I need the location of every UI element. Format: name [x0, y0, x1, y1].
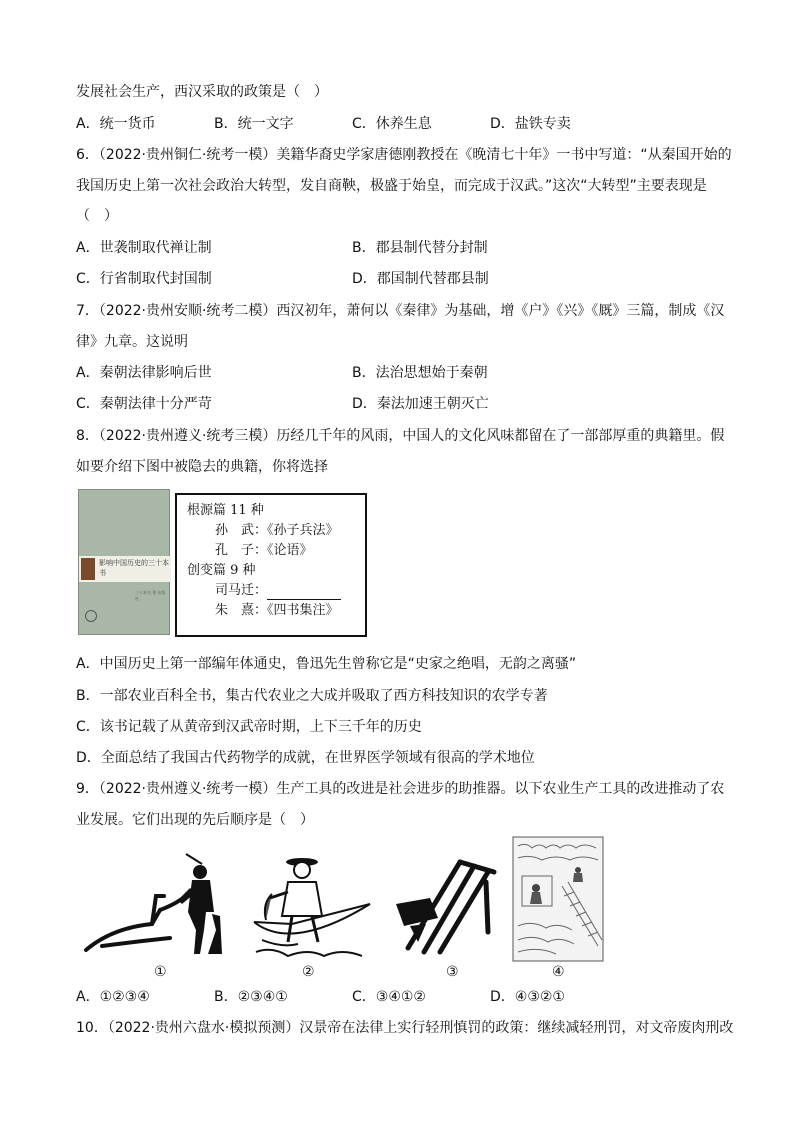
seed-drill-illustration — [390, 852, 500, 962]
q9-option-c: C．③④①② — [352, 989, 426, 1005]
publisher-logo — [85, 610, 97, 622]
figure-label-1: ① — [154, 964, 167, 980]
q8-option-d: D．全面总结了我国古代药物学的成就，在世界医学领域有很高的学术地位 — [76, 750, 535, 766]
figure-label-4: ④ — [552, 964, 565, 980]
q5-option-a: A．统一货币 — [76, 116, 156, 132]
hidden-book-blank — [267, 586, 341, 600]
q8-option-b: B．一部农业百科全书，集古代农业之大成并吸取了西方科技知识的农学专著 — [76, 688, 548, 704]
book-cover-image — [78, 489, 170, 635]
box-row-5-label: 司马迁： — [215, 583, 268, 598]
man-on-boat-illustration — [252, 852, 374, 964]
water-wheel-woodcut-illustration — [512, 836, 604, 962]
q9-line-2: 业发展。它们出现的先后顺序是（ ） — [76, 812, 314, 828]
q6-line-2: 我国历史上第一次社会政治大转型，发自商鞅，极盛于始皇，而完成于汉武。”这次“大转型”主要表现是 — [76, 178, 707, 194]
box-row-6: 朱 熹：《四书集注》 — [215, 603, 339, 618]
q6-option-d: D．郡国制代替郡县制 — [352, 271, 489, 287]
q7-line-2: 律》九章。这说明 — [76, 334, 188, 350]
q7-option-b: B．法治思想始于秦朝 — [352, 365, 488, 381]
q7-option-a: A．秦朝法律影响后世 — [76, 365, 212, 381]
box-row-1: 根源篇 11 种 — [187, 503, 264, 518]
figure-label-3: ③ — [446, 964, 459, 980]
plough-illustration — [82, 850, 242, 962]
q8-option-a: A．中国历史上第一部编年体通史，鲁迅先生曾称它是“史家之绝唱，无韵之离骚” — [76, 656, 577, 672]
box-row-4: 创变篇 9 种 — [187, 563, 256, 578]
q8-option-c: C．该书记载了从黄帝到汉武帝时期，上下三千年的历史 — [76, 719, 422, 735]
q9-option-d: D．④③②① — [490, 989, 565, 1005]
q5-option-d: D．盐铁专卖 — [490, 116, 571, 132]
q7-line-1: 7．（2022·贵州安顺·统考二模）西汉初年，萧何以《秦律》为基础，增《户》《兴》《厩》三篇，制成《汉 — [76, 303, 725, 319]
box-row-2: 孙 武：《孙子兵法》 — [215, 523, 339, 538]
q6-option-c: C．行省制取代封国制 — [76, 271, 212, 287]
q6-option-a: A．世袭制取代禅让制 — [76, 240, 212, 256]
q8-line-2: 如要介绍下图中被隐去的典籍，你将选择 — [76, 459, 328, 475]
q9-line-1: 9．（2022·贵州遵义·统考一模）生产工具的改进是社会进步的助推器。以下农业生产工具的改进推动了农 — [76, 781, 725, 797]
q10-line-1: 10．（2022·贵州六盘水·模拟预测）汉景帝在法律上实行轻刑慎罚的政策：继续减轻刑罚，对文帝废肉刑改 — [76, 1020, 734, 1036]
q9-option-a: A．①②③④ — [76, 989, 150, 1005]
q7-option-d: D．秦法加速王朝灭亡 — [352, 396, 489, 412]
figure-label-2: ② — [302, 964, 315, 980]
book-cover-picture — [81, 558, 95, 580]
q7-option-c: C．秦朝法律十分严苛 — [76, 396, 212, 412]
book-small-print: 三十本书 著 出版社 — [135, 590, 166, 601]
q6-line-3: （ ） — [76, 208, 118, 224]
book-title: 影响中国历史的三十本书 — [99, 559, 169, 577]
q5-stem: 发展社会生产，西汉采取的政策是（ ） — [76, 84, 328, 100]
q9-option-b: B．②③④① — [214, 989, 288, 1005]
q6-line-1: 6．（2022·贵州铜仁·统考一模）美籍华裔史学家唐德刚教授在《晚清七十年》一书中写道：“从秦国开始的 — [76, 147, 732, 163]
q6-option-b: B．郡县制代替分封制 — [352, 240, 488, 256]
q5-option-c: C．休养生息 — [352, 116, 432, 132]
book-list-box — [175, 493, 367, 637]
q5-option-b: B．统一文字 — [214, 116, 294, 132]
box-row-5 — [215, 582, 341, 600]
box-row-3: 孔 子：《论语》 — [215, 543, 313, 558]
q8-line-1: 8．（2022·贵州遵义·统考三模）历经几千年的风雨，中国人的文化风味都留在了一部部厚重的典籍里。假 — [76, 428, 725, 444]
